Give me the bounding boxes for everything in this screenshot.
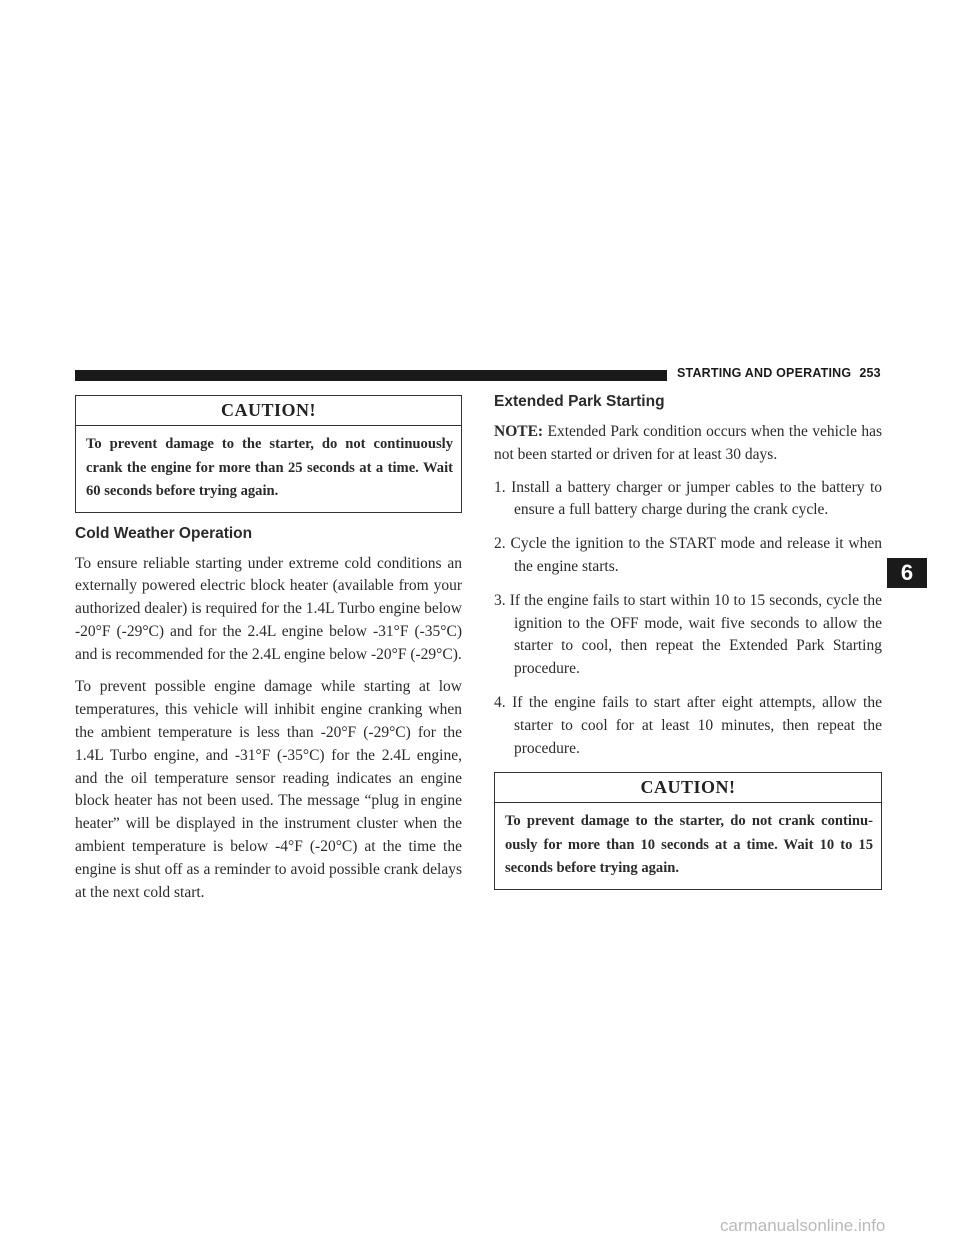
caution-box — [494, 772, 882, 890]
caution-text: To prevent damage to the starter, do not crank continu- ously for more than 10 seconds at a time. Wait 10 to 15 seconds before trying again. — [505, 813, 873, 877]
section-heading-extended-park: Extended Park Starting — [494, 393, 665, 410]
left-column — [75, 395, 462, 904]
list-item: 4. If the engine fails to start after eight attempts, allow the starter to cool for at least 10 minutes, then repeat the procedure. — [494, 693, 882, 757]
caution-title: CAUTION! — [76, 396, 461, 426]
chapter-tab: 6 — [887, 558, 927, 588]
list-item: 1. Install a battery charger or jumper cables to the battery to ensure a full battery charge during the crank cycle. — [494, 478, 882, 519]
caution-text: To prevent damage to the starter, do not continuously crank the engine for more than 25 seconds at a time. Wait 60 seconds before trying again. — [86, 436, 453, 499]
section-title: STARTING AND OPERATING — [677, 366, 852, 380]
watermark: carmanualsonline.info — [720, 1216, 886, 1235]
right-column — [494, 395, 882, 890]
header-rule — [75, 370, 667, 381]
section-heading-cold-weather: Cold Weather Operation — [75, 524, 253, 542]
caution-title: CAUTION! — [495, 773, 881, 803]
page-number: 253 — [859, 366, 881, 380]
caution-box — [75, 395, 462, 513]
paragraph: To prevent possible engine damage while starting at low temperatures, this vehicle will inhibit engine cranking when the ambient temperature is less than -20°F (-29°C) for the 1.4L Turbo engine, and -31°F (-35°C) for the 2.4L engine, and the oil temperature sensor reading indicates an engine block heater has not been used. The message “plug in engine heater” will be displayed in the instrument cluster when the ambient temperature is below -4°F (-20°C) at the time the engine is shut off as a reminder to avoid possible crank delays at the next cold start. — [75, 678, 462, 901]
note-text: Extended Park condition occurs when the vehicle has not been started or driven for at least 30 days. — [494, 423, 882, 463]
list-item: 3. If the engine fails to start within 10 to 15 seconds, cycle the ignition to the OFF mode, wait five seconds to allow the starter to cool, then repeat the Extended Park Starting procedure. — [494, 591, 882, 678]
steps-list — [494, 477, 882, 761]
running-header — [677, 366, 881, 380]
note-label: NOTE: — [494, 423, 544, 440]
paragraph: To ensure reliable starting under extreme cold conditions an externally powered electric block heater (available from your authorized dealer) is required for the 1.4L Turbo engine below -20°F (-29°C) and for the 2.4L engine below -31°F (-35°C) and is recommended for the 2.4L engine below -20°F (-29°C). — [75, 554, 462, 663]
note-paragraph — [494, 421, 882, 467]
list-item: 2. Cycle the ignition to the START mode and release it when the engine starts. — [494, 535, 882, 575]
